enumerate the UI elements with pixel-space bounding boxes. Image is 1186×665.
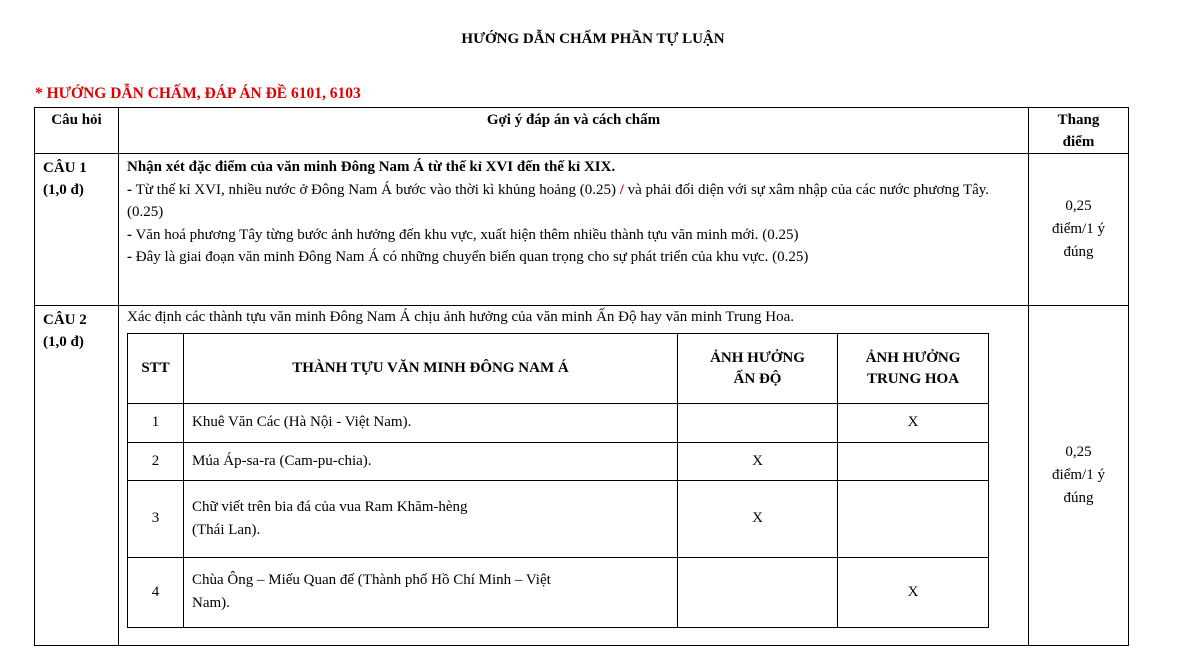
question-1-label-cell (35, 154, 119, 306)
row-india-mark: X (678, 442, 838, 480)
row-stt: 4 (128, 557, 184, 627)
table-row (128, 480, 989, 557)
row-achievement: Múa Áp-sa-ra (Cam-pu-chia). (184, 442, 678, 480)
question-2-row (35, 306, 1129, 646)
table-row (128, 557, 989, 627)
row-stt: 2 (128, 442, 184, 480)
achievements-header-stt: STT (128, 333, 184, 403)
separator-slash: / (619, 181, 624, 198)
question-1-point-3: - Đây là giai đoạn văn minh Đông Nam Á có những chuyển biến quan trọng cho sự phát triển của khu vực. (0.25) (127, 249, 809, 265)
row-china-mark (838, 442, 989, 480)
row-achievement: Chữ viết trên bia đá của vua Ram Khăm-hèng (Thái Lan). (184, 480, 678, 557)
row-china-mark: X (838, 403, 989, 442)
row-india-mark (678, 403, 838, 442)
achievements-header-india: ẢNH HƯỞNG ẤN ĐỘ (678, 333, 838, 403)
row-china-mark (838, 480, 989, 557)
row-india-mark: X (678, 480, 838, 557)
header-score (1029, 108, 1129, 154)
question-2-label-cell (35, 306, 119, 646)
table-row (128, 403, 989, 442)
grading-table (34, 107, 1129, 646)
question-2-intro: Xác định các thành tựu văn minh Đông Nam Á chịu ảnh hưởng của văn minh Ấn Độ hay văn minh Trung Hoa. (127, 309, 794, 325)
header-score-line1: Thang (1057, 112, 1100, 128)
row-india-mark (678, 557, 838, 627)
header-score-line2: điểm (1062, 134, 1095, 150)
question-2-points: (1,0 đ) (43, 334, 84, 350)
table-row (128, 442, 989, 480)
achievements-header-row (128, 333, 989, 403)
section-heading: * HƯỚNG DẪN CHẤM, ĐÁP ÁN ĐỀ 6101, 6103 (35, 85, 361, 102)
header-guide: Gợi ý đáp án và cách chấm (119, 108, 1029, 154)
question-1-score: 0,25 điểm/1 ý đúng (1029, 154, 1129, 306)
row-china-mark: X (838, 557, 989, 627)
row-achievement: Chùa Ông – Miếu Quan đế (Thành phố Hồ Chí Minh – Việt Nam). (184, 557, 678, 627)
question-2-label: CÂU 2 (43, 312, 87, 328)
question-2-answer (119, 306, 1029, 646)
achievements-header-name: THÀNH TỰU VĂN MINH ĐÔNG NAM Á (184, 333, 678, 403)
question-1-label: CÂU 1 (43, 160, 87, 176)
row-achievement: Khuê Văn Các (Hà Nội - Việt Nam). (184, 403, 678, 442)
achievements-table (127, 333, 989, 628)
header-question: Câu hỏi (35, 108, 119, 154)
header-row (35, 108, 1129, 154)
question-1-point-1: - Từ thế kỉ XVI, nhiều nước ở Đông Nam Á bước vào thời kì khủng hoảng (0.25) / và phải đối diện với sự xâm nhập của các nước phương Tây. (0.25) (127, 181, 990, 220)
achievements-header-china: ẢNH HƯỞNG TRUNG HOA (838, 333, 989, 403)
row-stt: 1 (128, 403, 184, 442)
question-1-row (35, 154, 1129, 306)
question-1-title: Nhận xét đặc điểm của văn minh Đông Nam Á từ thế kỉ XVI đến thế kỉ XIX. (127, 159, 616, 175)
page-title: HƯỚNG DẪN CHẤM PHẦN TỰ LUẬN (461, 31, 725, 47)
question-1-answer (119, 154, 1029, 306)
question-2-score: 0,25 điểm/1 ý đúng (1029, 306, 1129, 646)
question-1-point-2: - Văn hoá phương Tây từng bước ảnh hưởng đến khu vực, xuất hiện thêm nhiều thành tựu văn minh mới. (0.25) (127, 226, 799, 243)
row-stt: 3 (128, 480, 184, 557)
question-1-points: (1,0 đ) (43, 182, 84, 198)
